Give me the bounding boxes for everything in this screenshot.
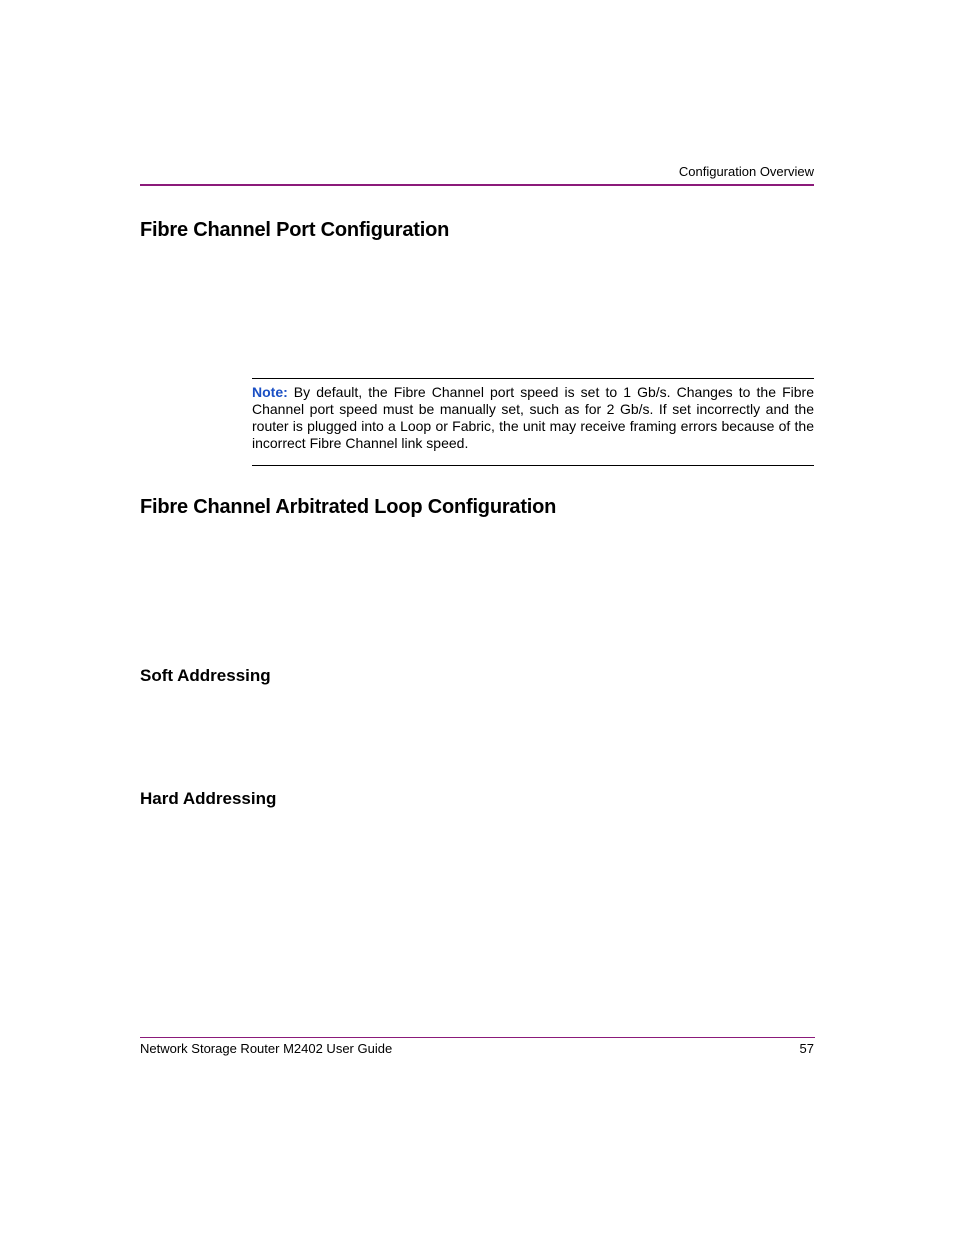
heading-fc-port-configuration: Fibre Channel Port Configuration: [140, 219, 450, 241]
note-top-rule: [252, 378, 814, 379]
note-block: [252, 384, 814, 452]
note-body: By default, the Fibre Channel port speed is set to 1 Gb/s. Changes to the Fibre Channel port speed must be manually set, such as for 2 Gb/s. If set incorrectly and the router is plugged into a Loop or Fabric, the unit may receive framing errors because of the incorrect Fibre Channel link speed.: [252, 384, 814, 451]
running-header: Configuration Overview: [678, 164, 814, 179]
note-bottom-rule: [252, 465, 814, 466]
heading-fc-arbitrated-loop-configuration: Fibre Channel Arbitrated Loop Configuration: [140, 496, 557, 518]
footer-rule: [140, 1037, 815, 1038]
header-rule: [140, 184, 814, 186]
note-label: Note:: [252, 384, 288, 400]
footer-guide-title: Network Storage Router M2402 User Guide: [140, 1041, 393, 1056]
heading-soft-addressing: Soft Addressing: [140, 666, 271, 685]
heading-hard-addressing: Hard Addressing: [140, 789, 277, 808]
page-number: 57: [799, 1041, 814, 1056]
